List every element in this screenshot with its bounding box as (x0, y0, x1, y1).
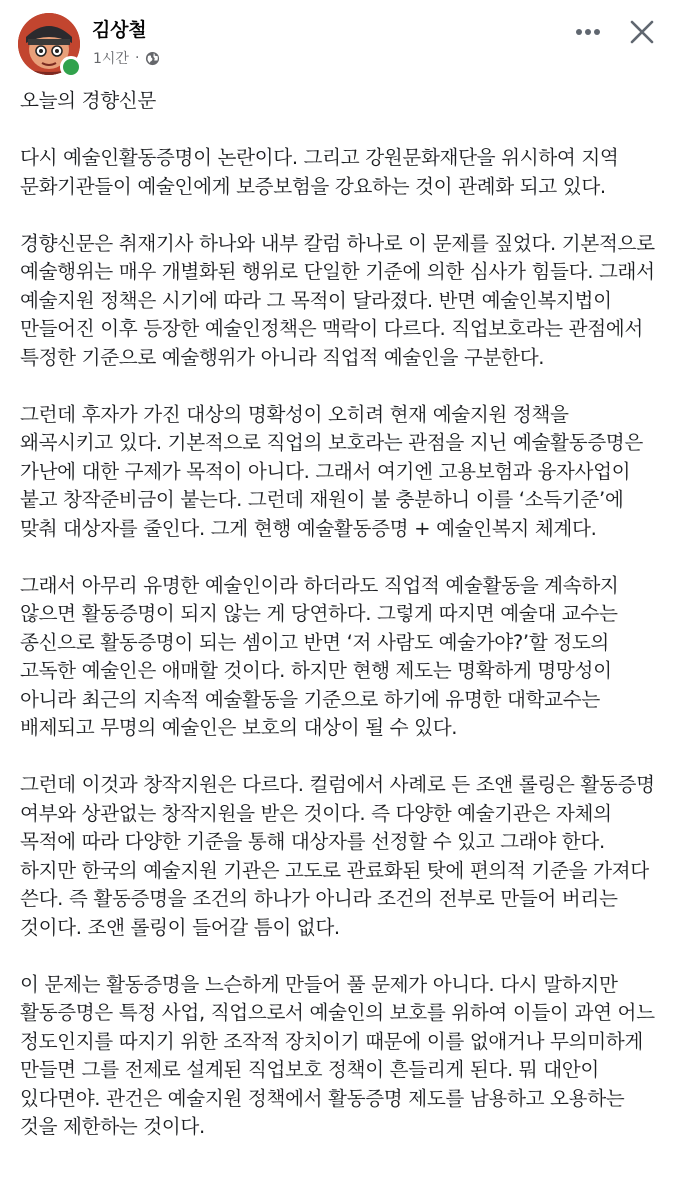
post-paragraph: 경향신문은 취재기사 하나와 내부 칼럼 하나로 이 문제를 짚었다. 기본적으로 예술행위는 매우 개별화된 행위로 단일한 기준에 의한 심사가 힘들다. 그래서 예술지원 정책은 시기에 따라 그 목적이 달라졌다. 반면 예술인복지법이 만들어진 이후 등장한 예술인정책은 맥락이 다르다. 직업보호라는 관점에서 특정한 기준으로 예술행위가 아니라 직업적 예술인을 구분한다. (20, 231, 655, 369)
post-paragraph: 이 문제는 활동증명을 느슨하게 만들어 풀 문제가 아니다. 다시 말하지만 활동증명은 특정 사업, 직업으로서 예술인의 보호를 위하여 이들이 과연 어느 정도인지를 따지기 위한 조작적 장치이기 때문에 이를 없애거나 무의미하게 만들면 그를 전제로 설계된 직업보호 정책이 흔들리게 된다. 뭐 대안이 있다면야. 관건은 예술지원 정책에서 활동증명 제도를 남용하고 오용하는 것을 제한하는 것이다. (20, 972, 655, 1138)
globe-icon (145, 51, 160, 66)
post-paragraph: 그런데 후자가 가진 대상의 명확성이 오히려 현재 예술지원 정책을 왜곡시키고 있다. 기본적으로 직업의 보호라는 관점을 지닌 예술활동증명은 가난에 대한 구제가 목적이 아니다. 그래서 여기엔 고용보험과 융자사업이 붙고 창작준비금이 붙는다. 그런데 재원이 불 충분하니 이를 ‘소득기준’에 맞춰 대상자를 줄인다. 그게 현행 예술활동증명 + 예술인복지 체계다. (20, 402, 643, 540)
more-horizontal-icon (575, 28, 601, 36)
online-status-dot (60, 56, 82, 78)
post-paragraph: 다시 예술인활동증명이 논란이다. 그리고 강원문화재단을 위시하여 지역 문화기관들이 예술인에게 보증보험을 강요하는 것이 관례화 되고 있다. (20, 146, 619, 198)
post-paragraph-title: 오늘의 경향신문 (20, 89, 156, 112)
close-button[interactable] (622, 12, 662, 52)
post-header (0, 0, 676, 84)
post-meta (93, 48, 160, 68)
post-time[interactable]: 1시간 (93, 51, 129, 67)
more-options-button[interactable] (570, 14, 606, 50)
meta-separator: · (134, 50, 140, 66)
post-paragraph: 그래서 아무리 유명한 예술인이라 하더라도 직업적 예술활동을 계속하지 않으면 활동증명이 되지 않는 게 당연하다. 그렇게 따지면 예술대 교수는 종신으로 활동증명이 되는 셈이고 반면 ‘저 사람도 예술가야?’할 정도의 고독한 예술인은 애매할 것이다. 하지만 현행 제도는 명확하게 명망성이 아니라 최근의 지속적 예술활동을 기준으로 하기에 유명한 대학교수는 배제되고 무명의 예술인은 보호의 대상이 될 수 있다. (20, 573, 619, 739)
author-name[interactable]: 김상철 (92, 19, 147, 41)
post-body (20, 87, 656, 1170)
close-icon (629, 19, 655, 45)
post-paragraph: 그런데 이것과 창작지원은 다르다. 컬럼에서 사례로 든 조앤 롤링은 활동증명 여부와 상관없는 창작지원을 받은 것이다. 즉 다양한 예술기관은 자체의 목적에 따라 다양한 기준을 통해 대상자를 선정할 수 있고 그래야 한다. 하지만 한국의 예술지원 기관은 고도로 관료화된 탓에 편의적 기준을 가져다 쓴다. 즉 활동증명을 조건의 하나가 아니라 조건의 전부로 만들어 버리는 것이다. 조앤 롤링이 들어갈 틈이 없다. (20, 773, 655, 939)
